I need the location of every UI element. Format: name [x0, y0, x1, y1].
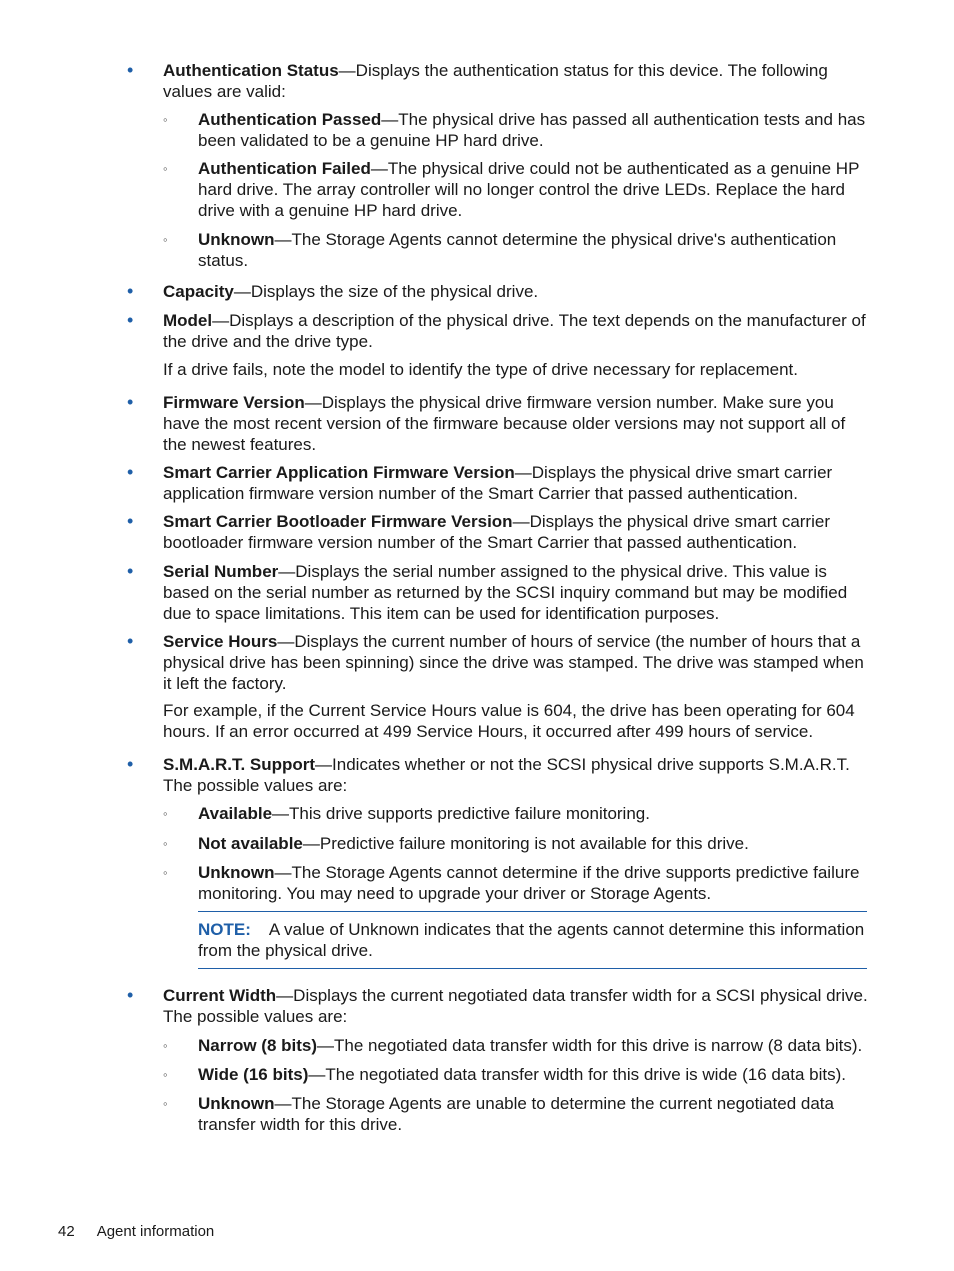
item-text [163, 511, 868, 553]
item-text [198, 833, 868, 854]
bullet-icon: • [127, 985, 134, 1005]
bullet-icon: • [127, 392, 134, 412]
item-text [198, 1064, 868, 1085]
item-term: Capacity [163, 282, 234, 301]
item-desc: —Displays the current negotiated data transfer width for a SCSI physical drive. The possible values are: [163, 986, 868, 1026]
item-text [198, 109, 868, 151]
item-text [198, 862, 868, 904]
sub-bullet-icon: ◦ [163, 1038, 168, 1053]
item-desc: —The physical drive has passed all authentication tests and has been validated to be a genuine HP hard drive. [198, 110, 866, 150]
item-text [198, 229, 868, 271]
note-label: NOTE: [198, 920, 251, 939]
item-desc: —The negotiated data transfer width for this drive is wide (16 data bits). [308, 1065, 847, 1084]
item-desc: —The negotiated data transfer width for this drive is narrow (8 data bits). [317, 1036, 863, 1055]
bullet-icon: • [127, 60, 134, 80]
sub-bullet-icon: ◦ [163, 806, 168, 821]
note-box [198, 911, 867, 969]
item-term: Service Hours [163, 632, 278, 651]
sub-bullet-icon: ◦ [163, 232, 168, 247]
item-desc: —Displays the authentication status for this device. The following values are valid: [163, 61, 828, 101]
sub-bullet-icon: ◦ [163, 836, 168, 851]
paragraph: For example, if the Current Service Hours value is 604, the drive has been operating for 604 hours. If an error occurred at 499 Service Hours, it occurred after 499 hours of service. [163, 701, 855, 741]
item-text [163, 462, 868, 504]
bullet-icon: • [127, 310, 134, 330]
item-term: Narrow (8 bits) [198, 1036, 318, 1055]
item-text [163, 281, 868, 302]
bullet-icon: • [127, 511, 134, 531]
item-text [163, 310, 868, 352]
bullet-icon: • [127, 462, 134, 482]
page-number: 42 [58, 1223, 75, 1240]
item-term: Unknown [198, 863, 275, 882]
item-term: Unknown [198, 230, 275, 249]
note-text [198, 919, 867, 961]
item-desc: —This drive supports predictive failure monitoring. [272, 804, 650, 823]
item-term: Unknown [198, 1094, 275, 1113]
item-desc: —Displays the size of the physical drive. [233, 282, 539, 301]
item-desc: —Displays the physical drive smart carrier application firmware version number of the Smart Carrier that passed authentication. [163, 463, 833, 503]
section-title: Agent information [96, 1223, 215, 1240]
paragraph: If a drive fails, note the model to identify the type of drive necessary for replacement. [163, 360, 798, 379]
item-text [198, 1035, 868, 1056]
bullet-icon: • [127, 754, 134, 774]
item-text [163, 392, 868, 455]
item-term: Authentication Failed [198, 159, 371, 178]
item-text [198, 803, 868, 824]
item-text [163, 561, 868, 624]
item-desc: —Displays the current number of hours of service (the number of hours that a physical drive has been spinning) since the drive was stamped. The drive was stamped when it left the factory. [163, 632, 864, 693]
item-term: Authentication Status [163, 61, 339, 80]
item-text [198, 158, 868, 221]
item-desc: —The Storage Agents cannot determine if the drive supports predictive failure monitoring. You may need to upgrade your driver or Storage Agents. [198, 863, 860, 903]
item-desc: —Displays the physical drive smart carrier bootloader firmware version number of the Smart Carrier that passed authentication. [163, 512, 830, 552]
sub-bullet-icon: ◦ [163, 112, 168, 127]
item-desc: —Displays the serial number assigned to the physical drive. This value is based on the serial number as returned by the SCSI inquiry command but may be modified due to space limitations. This item can be used for identification purposes. [163, 562, 848, 623]
sub-bullet-icon: ◦ [163, 1096, 168, 1111]
item-term: Authentication Passed [198, 110, 382, 129]
bullet-icon: • [127, 281, 134, 301]
item-term: Available [198, 804, 273, 823]
item-desc: —Predictive failure monitoring is not available for this drive. [302, 834, 749, 853]
item-desc: —Displays a description of the physical drive. The text depends on the manufacturer of the drive and the drive type. [163, 311, 866, 351]
note-body: A value of Unknown indicates that the agents cannot determine this information from the physical drive. [198, 920, 865, 960]
item-term: Firmware Version [163, 393, 305, 412]
item-term: Not available [198, 834, 303, 853]
item-desc: —The Storage Agents are unable to determine the current negotiated data transfer width for this drive. [198, 1094, 834, 1134]
item-term: Smart Carrier Bootloader Firmware Version [163, 512, 513, 531]
item-term: S.M.A.R.T. Support [163, 755, 316, 774]
item-text [198, 1093, 868, 1135]
item-desc: —Indicates whether or not the SCSI physical drive supports S.M.A.R.T. The possible values are: [163, 755, 850, 795]
item-term: Model [163, 311, 213, 330]
page-footer [58, 1222, 236, 1242]
sub-bullet-icon: ◦ [163, 1067, 168, 1082]
item-desc: —The Storage Agents cannot determine the physical drive's authentication status. [198, 230, 837, 270]
item-text [163, 631, 868, 694]
item-text [163, 754, 868, 796]
item-desc: —Displays the physical drive firmware version number. Make sure you have the most recent version of the firmware because older versions may not support all of the newest features. [163, 393, 846, 454]
item-text [163, 985, 868, 1027]
item-term: Serial Number [163, 562, 279, 581]
sub-bullet-icon: ◦ [163, 865, 168, 880]
item-term: Current Width [163, 986, 277, 1005]
bullet-icon: • [127, 631, 134, 651]
item-text [163, 60, 868, 102]
bullet-icon: • [127, 561, 134, 581]
item-term: Wide (16 bits) [198, 1065, 309, 1084]
item-term: Smart Carrier Application Firmware Version [163, 463, 515, 482]
sub-bullet-icon: ◦ [163, 161, 168, 176]
item-desc: —The physical drive could not be authenticated as a genuine HP hard drive. The array controller will no longer control the drive LEDs. Replace the hard drive with a genuine HP hard drive. [198, 159, 860, 220]
